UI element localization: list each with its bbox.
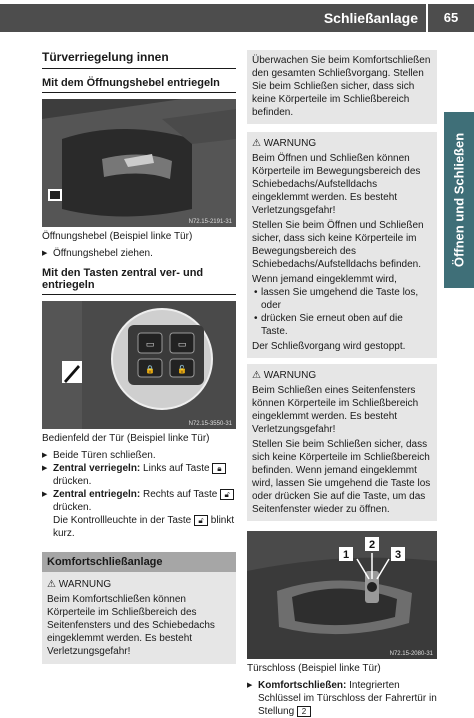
svg-text:▭: ▭ [145,340,155,350]
warning-text: Beim Öffnen und Schließen können Körperteile im Bewegungsbereich des Schiebedachs/Aufstelldachs eingeklemmt werden. Es besteht Verletzungsgefahr! [252,153,421,216]
step-text: Integrierten Schlüssel im Türschloss der Fahrertür in Stellung [258,680,437,717]
step-text: Links auf Taste [140,463,210,474]
warning-text: Stellen Sie beim Schließen sicher, dass sich keine Körperteile im Schließbereich befinden. Wenn jemand eingeklemmt wird, lassen Sie umgehend die Taste los oder drücken Sie auf die Taste, um das Seitenfenster wieder zu öffnen. [252,439,431,515]
step-central-lock [42,462,236,488]
door-lever-photo [42,99,236,227]
header-title: Schließanlage [323,10,418,26]
step-tail: drücken. [53,502,92,513]
door-lock-photo [247,531,437,659]
warning-bullet: • lassen Sie umgehend die Taste los, oder [252,286,432,312]
callout-3: 3 [394,549,402,561]
warning-triangle-icon: ⚠ [252,370,261,381]
unlock-key-icon: 🔓︎ [194,515,208,526]
left-column [42,50,236,664]
step-note-b: blinkt kurz. [53,515,235,539]
step-central-unlock [42,488,236,540]
warning-header [252,135,432,152]
warning-triangle-icon: ⚠ [47,579,56,590]
warning-label: WARNUNG [58,579,112,590]
photo-caption: Öffnungshebel (Beispiel linke Tür) [42,231,193,242]
step-label: Komfortschließen: [258,680,347,691]
warning-text: Wenn jemand eingeklemmt wird, [252,274,397,285]
door-lever-illustration [42,99,236,227]
step-tail: drücken. [53,476,92,487]
step-text: Rechts auf Taste [140,489,218,500]
step-note-a: Die Kontrollleuchte in der Taste [53,515,192,526]
warning-text: Beim Komfortschließen können Körperteile im Schließbereich des Seitenfensters und des Schiebedachs eingeklemmt werden. Es besteht Verletzungsgefahr! [47,594,215,657]
callout-1: 1 [342,549,350,561]
right-column [247,50,437,718]
warning-header [47,576,231,593]
unlock-key-icon: 🔓︎ [220,489,234,500]
control-panel-illustration [42,301,236,429]
photo-code: N72.15-2080-31 [389,651,433,657]
warning-label: WARNUNG [263,138,317,149]
photo-code: N72.15-2191-31 [188,219,232,225]
comfort-closing-title: Komfortschließanlage [42,552,236,572]
subsection-title-buttons: Mit den Tasten zentral ver- und entriegeln [42,267,236,295]
photo-code: N72.15-3550-31 [188,421,232,427]
svg-text:▭: ▭ [177,340,187,350]
warning-text: Der Schließvorgang wird gestoppt. [252,341,406,352]
warning-box-roof [247,132,437,358]
door-control-panel-photo [42,301,236,429]
warning-triangle-icon: ⚠ [252,138,261,149]
comfort-intro-text: Überwachen Sie beim Komfortschließen den gesamten Schließvorgang. Stellen Sie beim Schließen sicher, dass sich keine Körperteile im Schließbereich befinden. [252,55,431,118]
step-close-doors: ▶ Beide Türen schließen. [42,449,236,462]
chapter-side-tab [444,112,474,288]
subsection-title-lever: Mit dem Öffnungshebel entriegeln [42,77,236,93]
step-label: Zentral verriegeln: [53,463,141,474]
warning-text: Stellen Sie beim Öffnen und Schließen sicher, dass sich keine Körperteile im Bewegungsbereich des Schiebedachs/Aufstelldachs befinden. [252,220,424,270]
door-lock-illustration [247,531,437,659]
callout-2: 2 [368,539,376,551]
lock-key-icon: 🔒︎ [212,463,226,474]
position-key-label: 2 [297,706,311,717]
page-header [0,0,474,40]
step-comfort-closing [247,679,437,718]
comfort-closing-box [42,552,236,664]
comfort-intro-box [247,50,437,124]
chapter-side-tab-label: Öffnen und Schließen [451,132,467,268]
section-title: Türverriegelung innen [42,50,236,69]
step-label: Zentral entriegeln: [53,489,141,500]
svg-text:🔓: 🔓 [177,365,187,374]
warning-label: WARNUNG [263,370,317,381]
photo-caption: Türschloss (Beispiel linke Tür) [247,663,381,674]
svg-text:🔒: 🔒 [145,365,155,374]
warning-bullet: • drücken Sie erneut oben auf die Taste. [252,312,432,338]
warning-text: Beim Schließen eines Seitenfensters können Körperteile im Schließbereich eingeklemmt werden. Es besteht Verletzungsgefahr! [252,385,419,435]
page-number: 65 [426,4,474,32]
photo-caption: Bedienfeld der Tür (Beispiel linke Tür) [42,433,210,444]
step-pull-lever: ▶ Öffnungshebel ziehen. [42,247,236,260]
warning-box-window [247,364,437,521]
warning-header [252,367,432,384]
